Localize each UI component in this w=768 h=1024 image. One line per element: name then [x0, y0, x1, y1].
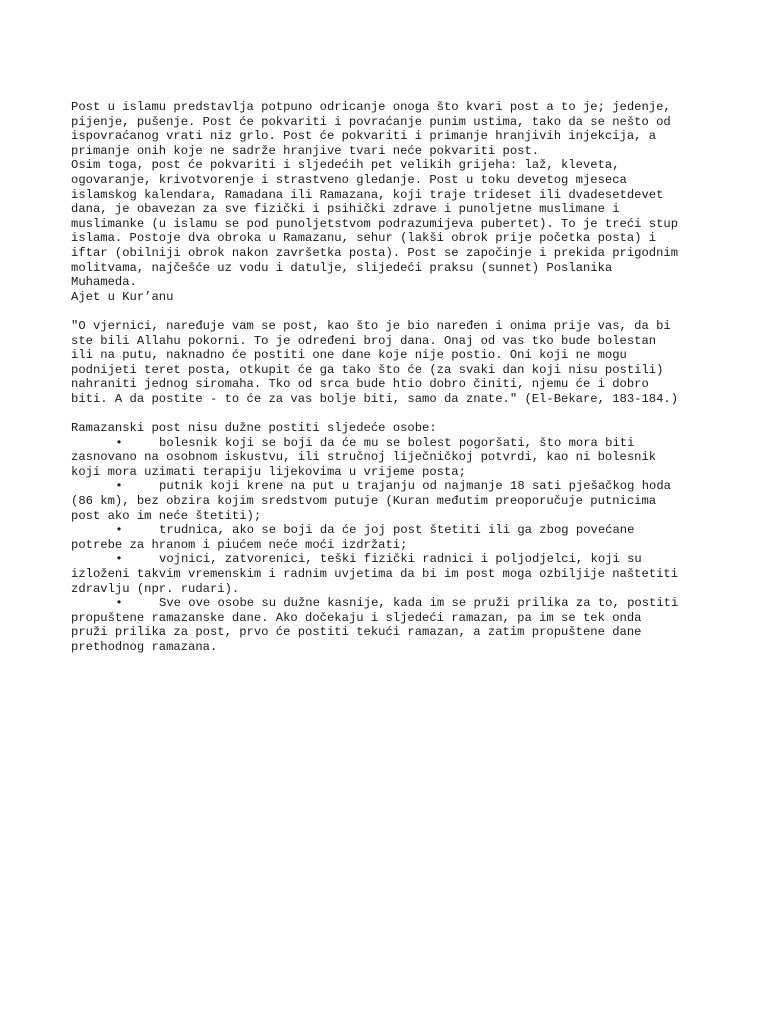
text-line: dana, je obavezan za sve fizički i psihički zdrave i punoljetne muslimane i — [71, 202, 620, 217]
list-item — [71, 523, 711, 552]
list-item-text: trudnica, ako se boji da će joj post štetiti ili ga zbog povećane — [159, 523, 635, 538]
exempt-heading: Ramazanski post nisu dužne postiti sljedeće osobe: — [71, 421, 437, 436]
text-line: zdravlju (npr. rudari). — [71, 581, 240, 596]
text-line: muslimanke (u islamu se pod punoljetstvom podrazumijeva pubertet). To je treći stup — [71, 216, 679, 231]
list-item — [71, 552, 711, 596]
bullet-icon: • — [115, 523, 123, 538]
text-line: (86 km), bez obzira kojim sredstvom putuje (Kuran međutim preoporučuje putnicima — [71, 494, 657, 509]
text-line: iftar (obilniji obrok nakon završetka posta). Post se započinje i prekida prigodnim — [71, 245, 679, 260]
blank-line — [71, 406, 711, 421]
text-line: ili na putu, naknadno će postiti one dane koje nije postio. Oni koji ne mogu — [71, 348, 627, 363]
list-item-text: vojnici, zatvorenici, teški fizički radnici i poljodjelci, koji su — [159, 552, 642, 567]
text-line: primanje onih koje ne sadrže hranjive tvari neće pokvariti post. — [71, 143, 540, 158]
bullet-icon: • — [115, 552, 123, 567]
list-item — [71, 436, 711, 480]
text-line: koji mora uzimati terapiju lijekovima u vrijeme posta; — [71, 464, 466, 479]
text-line: islamskog kalendara, Ramadana ili Ramazana, koji traje trideset ili dvadesetdevet — [71, 187, 664, 202]
text-line: molitvama, najčešće uz vodu i datulje, slijedeći praksu (sunnet) Poslanika — [71, 260, 613, 275]
text-line: potrebe za hranom i piućem neće moći izdržati; — [71, 537, 408, 552]
document-page — [71, 100, 711, 655]
text-line: biti. A da postite - to će za vas bolje biti, samo da znate." (El-Bekare, 183-184.) — [71, 391, 679, 406]
list-item-text: bolesnik koji se boji da će mu se bolest pogoršati, što mora biti — [159, 435, 635, 450]
text-line: podnijeti teret posta, otkupit će ga tako što će (za svaki dan koji nisu postili) — [71, 362, 664, 377]
text-line: izloženi takvim vremenskim i radnim uvjetima da bi im post moga ozbiljije naštetiti — [71, 567, 679, 581]
text-line: "O vjernici, naređuje vam se post, kao što je bio naređen i onima prije vas, da bi — [71, 318, 671, 333]
text-line: post ako im neće štetiti); — [71, 508, 262, 523]
bullet-icon: • — [115, 435, 123, 450]
text-line: propuštene ramazanske dane. Ako dočekaju i sljedeći ramazan, pa im se tek onda — [71, 610, 642, 625]
text-line: pruži prilika za post, prvo će postiti tekući ramazan, a zatim propuštene dane — [71, 625, 642, 640]
bullet-icon: • — [115, 596, 123, 611]
section-heading-ayah: Ajet u Kur’anu — [71, 289, 174, 304]
text-line: ogovaranje, krivotvorenje i strastveno gledanje. Post u toku devetog mjeseca — [71, 172, 627, 187]
text-line: prethodnog ramazana. — [71, 639, 218, 654]
list-item — [71, 479, 711, 523]
blank-line — [71, 304, 711, 319]
exempt-list — [71, 436, 711, 655]
text-line: pijenje, pušenje. Post će pokvariti i povraćanje punim ustima, tako da se nešto od — [71, 114, 671, 129]
list-item-text: Sve ove osobe su dužne kasnije, kada im se pruži prilika za to, postiti — [159, 596, 679, 611]
text-line: ispovraćanog vrati niz grlo. Post će pokvariti i primanje hranjivih injekcija, a — [71, 129, 657, 144]
text-line: islama. Postoje dva obroka u Ramazanu, sehur (lakši obrok prije početka posta) i — [71, 231, 657, 246]
text-line: Osim toga, post će pokvariti i sljedećih pet velikih grijeha: laž, kleveta, — [71, 158, 620, 173]
text-line: zasnovano na osobnom iskustvu, ili stručnoj liječničkoj potvrdi, kao ni bolesnik — [71, 450, 657, 465]
intro-paragraph — [71, 100, 711, 304]
quran-quote — [71, 319, 711, 407]
text-line: Muhameda. — [71, 275, 137, 290]
list-item-text: putnik koji krene na put u trajanju od najmanje 18 sati pješačkog hoda — [159, 479, 671, 494]
text-line: ste bili Allahu pokorni. To je određeni broj dana. Onaj od vas tko bude bolestan — [71, 333, 657, 348]
list-item — [71, 596, 711, 654]
text-line: nahraniti jednog siromaha. Tko od srca bude htio dobro činiti, njemu će i dobro — [71, 377, 649, 392]
bullet-icon: • — [115, 479, 123, 494]
text-line: Post u islamu predstavlja potpuno odricanje onoga što kvari post a to je; jedenje, — [71, 100, 671, 114]
